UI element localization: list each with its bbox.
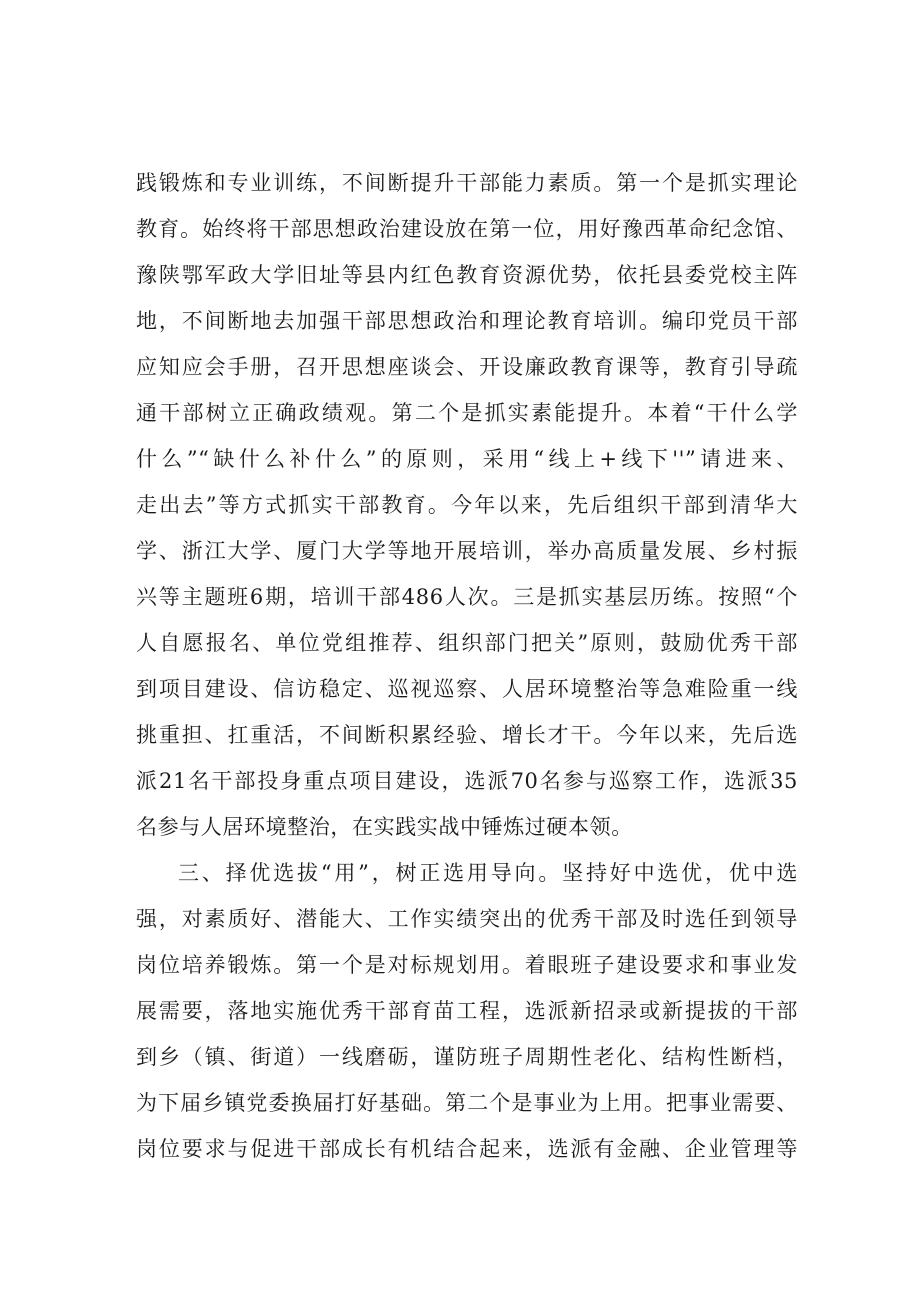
paragraph-1-line-2: 教育。始终将干部思想政治建设放在第一位，用好豫西革命纪念馆、 (136, 217, 798, 241)
paragraph-2-line-5: 到乡（镇、街道）一线磨砺，谨防班子周期性老化、结构性断档， (136, 1045, 798, 1069)
paragraph-1-line-5: 应知应会手册，召开思想座谈会、开设廉政教育课等，教育引导疏 (136, 355, 798, 379)
paragraph-1-line-4: 地，不间断地去加强干部思想政治和理论教育培训。编印党员干部 (136, 309, 798, 333)
paragraph-1-line-12: 到项目建设、信访稳定、巡视巡察、人居环境整治等急难险重一线 (136, 677, 798, 701)
paragraph-1-line-3: 豫陕鄂军政大学旧址等县内红色教育资源优势，依托县委党校主阵 (136, 263, 798, 287)
paragraph-1-line-7: 什么”“缺什么补什么”的原则，采用“线上+线下''”请进来、 (136, 447, 798, 471)
paragraph-2-line-1: 三、择优选拔“用”，树正选用导向。坚持好中选优，优中选 (178, 861, 798, 885)
paragraph-1-line-9: 学、浙江大学、厦门大学等地开展培训，举办高质量发展、乡村振 (136, 539, 798, 563)
paragraph-1-line-13: 挑重担、扛重活，不间断积累经验、增长才干。今年以来，先后选 (136, 723, 798, 747)
paragraph-1-line-10: 兴等主题班6期，培训干部486人次。三是抓实基层历练。按照“个 (136, 585, 798, 609)
paragraph-1-line-14: 派21名干部投身重点项目建设，选派70名参与巡察工作，选派35 (136, 769, 798, 793)
paragraph-1-line-8: 走出去”等方式抓实干部教育。今年以来，先后组织干部到清华大 (136, 493, 798, 517)
paragraph-2-line-4: 展需要，落地实施优秀干部育苗工程，选派新招录或新提拔的干部 (136, 999, 798, 1023)
paragraph-1-line-6: 通干部树立正确政绩观。第二个是抓实素能提升。本着“干什么学 (136, 401, 798, 425)
paragraph-1-line-11: 人自愿报名、单位党组推荐、组织部门把关”原则，鼓励优秀干部 (136, 631, 798, 655)
paragraph-2-line-7: 岗位要求与促进干部成长有机结合起来，选派有金融、企业管理等 (136, 1137, 798, 1161)
paragraph-2-line-6: 为下届乡镇党委换届打好基础。第二个是事业为上用。把事业需要、 (136, 1091, 798, 1115)
paragraph-2-line-2: 强，对素质好、潜能大、工作实绩突出的优秀干部及时选任到领导 (136, 907, 798, 931)
paragraph-1-line-1: 践锻炼和专业训练，不间断提升干部能力素质。第一个是抓实理论 (136, 171, 798, 195)
paragraph-2-line-3: 岗位培养锻炼。第一个是对标规划用。着眼班子建设要求和事业发 (136, 953, 798, 977)
paragraph-1-line-15: 名参与人居环境整治，在实践实战中锤炼过硬本领。 (136, 815, 633, 839)
